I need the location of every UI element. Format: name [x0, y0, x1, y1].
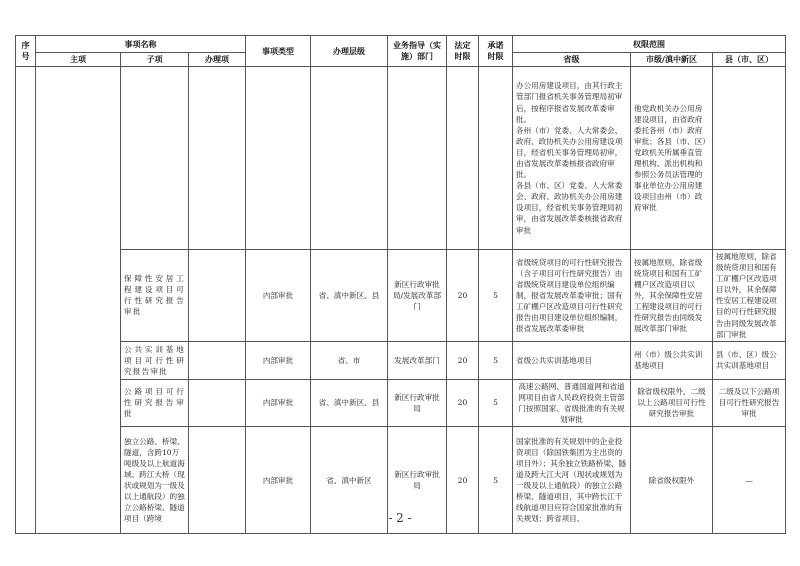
sub-item-cell: 公路项目可行性研究报告审批	[121, 379, 189, 426]
header-handle-item: 办理项	[189, 53, 246, 67]
dept-cell: 新区行政审批局/发展改革部门	[388, 250, 447, 342]
promise-limit-cell: 5	[479, 379, 513, 426]
county-scope-cell	[713, 67, 786, 250]
header-item-name: 事项名称	[36, 36, 246, 53]
promise-limit-cell: 5	[479, 341, 513, 379]
sub-item-cell: 保障性安居工程建设项目可行性研究报告审批	[121, 250, 189, 342]
handle-item-cell	[189, 250, 246, 342]
item-type-cell: 内部审批	[246, 427, 311, 534]
handle-item-cell	[189, 379, 246, 426]
header-legal-limit: 法定时限	[447, 36, 479, 67]
header-sub-item: 子项	[121, 53, 189, 67]
city-scope-cell: 除省级权限外，二级以上公路项目可行性研究报告审批	[631, 379, 713, 426]
county-scope-cell: —	[713, 427, 786, 534]
header-guide-dept: 业务指导（实施）部门	[388, 36, 447, 67]
authority-table	[15, 35, 786, 534]
level-cell: 省、滇中新区、县	[311, 250, 388, 342]
legal-limit-cell: 20	[447, 341, 479, 379]
table-row	[16, 379, 786, 426]
city-scope-cell: 州（市）级公共实训基地项目	[631, 341, 713, 379]
city-scope-cell: 按属地原则，除省级统贷项目和国有工矿棚户区改造项目以外，其余保障性安居工程建设项目的可行性研究报告由同级发展改革部门审批	[631, 250, 713, 342]
level-cell: 省、市	[311, 341, 388, 379]
legal-limit-cell: 20	[447, 379, 479, 426]
sub-item-cell	[121, 67, 189, 250]
dept-cell	[388, 67, 447, 250]
table-row	[16, 67, 786, 250]
promise-limit-cell: 5	[479, 427, 513, 534]
header-handling-level: 办理层级	[311, 36, 388, 67]
county-scope-cell: 二级及以下公路项目可行性研究报告审批	[713, 379, 786, 426]
city-scope-cell: 除省级权限外	[631, 427, 713, 534]
header-city: 市级/滇中新区	[631, 53, 713, 67]
level-cell: 省、滇中新区	[311, 427, 388, 534]
item-type-cell: 内部审批	[246, 341, 311, 379]
seq-cell	[16, 67, 36, 534]
sub-item-cell: 独立公路、桥梁、隧道，含跨10万吨级及以上航道海域、跨江大桥（现状或规划为一级及以上通航段）的独立公路桥梁、隧道项目（跨境	[121, 427, 189, 534]
province-scope-cell: 高速公路网、普通国道网和省道网项目由省人民政府投资主管部门按照国家、省级批准的有关规划审批	[513, 379, 631, 426]
header-promise-limit: 承诺时限	[479, 36, 513, 67]
legal-limit-cell: 20	[447, 250, 479, 342]
header-main-item: 主项	[36, 53, 121, 67]
province-scope-cell: 省级公共实训基地项目	[513, 341, 631, 379]
level-cell: 省、滇中新区、县	[311, 379, 388, 426]
promise-limit-cell: 5	[479, 250, 513, 342]
header-province: 省级	[513, 53, 631, 67]
table-row	[16, 250, 786, 342]
handle-item-cell	[189, 67, 246, 250]
dept-cell: 新区行政审批局	[388, 379, 447, 426]
county-scope-cell: 县（市、区）级公共实训基地项目	[713, 341, 786, 379]
header-scope: 权限范围	[513, 36, 786, 53]
sub-item-cell: 公共实训基地项目可行性研究报告审批	[121, 341, 189, 379]
item-type-cell	[246, 67, 311, 250]
item-type-cell: 内部审批	[246, 250, 311, 342]
province-scope-cell: 省级统贷项目的可行性研究报告（含子项目可行性研究报告）由省级统贷项目建设单位组织编制，报省发展改革委审批；国有工矿棚户区改造项目可行性研究报告由项目建设单位组织编制，报省发展改革委审批	[513, 250, 631, 342]
dept-cell: 发展改革部门	[388, 341, 447, 379]
city-scope-cell: 他党政机关办公用房建设项目，由省政府委托各州（市）政府审批；各县（市、区）党政机关所属垂直管理机构、派出机构和参照公务员法管理的事业单位办公用房建设项目由州（市）政府审批	[631, 67, 713, 250]
county-scope-cell: 按属地原则，除省级统贷项目和国有工矿棚户区改造项目以外，其余保障性安居工程建设项目的可行性研究报告由同级发展改革部门审批	[713, 250, 786, 342]
table-row	[16, 341, 786, 379]
dept-cell: 新区行政审批局	[388, 427, 447, 534]
header-seq: 序 号	[16, 36, 36, 67]
handle-item-cell	[189, 341, 246, 379]
province-scope-cell: 办公用房建设项目，由其行政主管部门报省机关事务管理局初审后，按程序报省发展改革委审批。 各州（市）党委、人大常委会、政府、政协机关办公用房建设项目，经省机关事务管理局初审，由省发展改革委核报省政府审批。 各县（市、区）党委、人大常委会、政府、政协机关办公用房建设项目，经省机关事务管理局初审，由省发展改革委核报省政府审批	[513, 67, 631, 250]
main-item-cell	[36, 67, 121, 534]
legal-limit-cell	[447, 67, 479, 250]
level-cell	[311, 67, 388, 250]
header-item-type: 事项类型	[246, 36, 311, 67]
header-county: 县（市、区）	[713, 53, 786, 67]
page-number: - 2 -	[388, 511, 412, 525]
promise-limit-cell	[479, 67, 513, 250]
province-scope-cell: 国家批准的有关规划中的企业投资项目（除国铁集团为主出资的项目外）；其余独立铁路桥梁、隧道及跨大江大河（现状或规划为一级及以上通航段）的独立公路桥梁、隧道项目，其中跨长江干线航道项目应符合国家批准的有关规划；跨省项目、	[513, 427, 631, 534]
legal-limit-cell: 20	[447, 427, 479, 534]
item-type-cell: 内部审批	[246, 379, 311, 426]
